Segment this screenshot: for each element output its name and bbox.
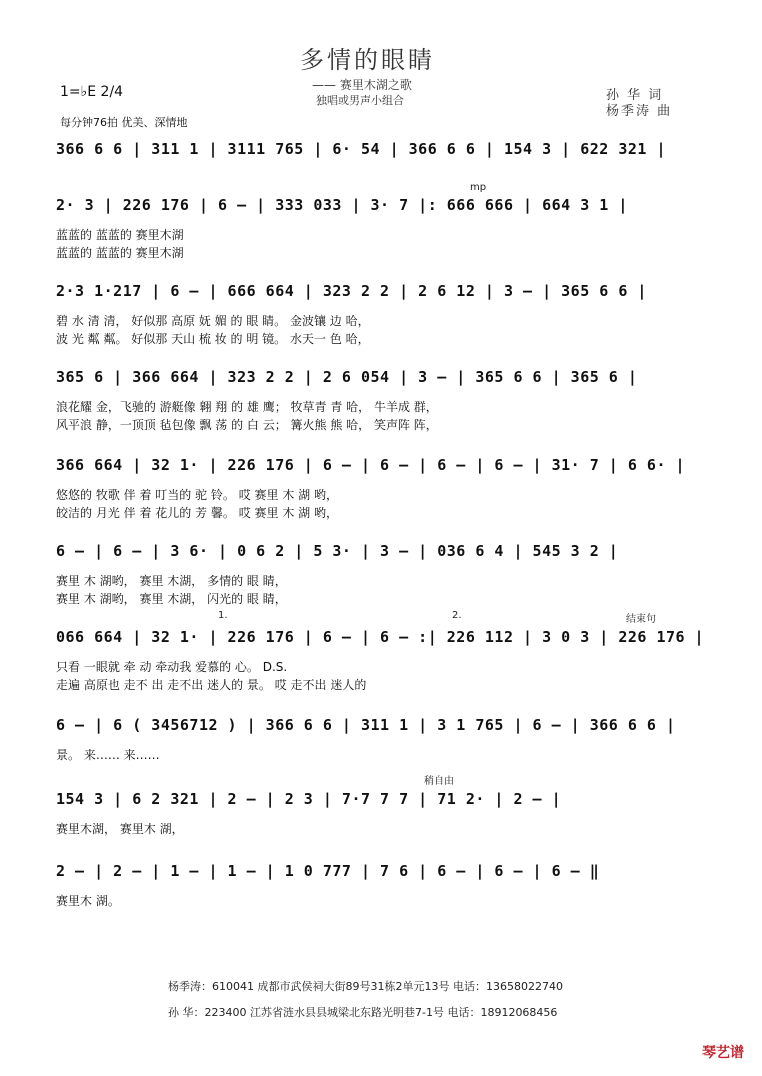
free-tempo-mark: 稍自由	[424, 776, 454, 787]
lyric-line: 赛里 木 湖哟， 赛里 木湖， 闪光的 眼 睛，	[56, 592, 287, 606]
volta-1: 1.	[218, 610, 228, 621]
lyric-line: 悠悠的 牧歌 伴 着 叮当的 驼 铃。 哎 赛里 木 湖 哟，	[56, 488, 338, 502]
lyric-line: 皎洁的 月光 伴 着 花儿的 芳 馨。 哎 赛里 木 湖 哟，	[56, 506, 338, 520]
volta-2: 2.	[452, 610, 462, 621]
notation-row: 366 6 6 | 311 1 | 3111 765 | 6· 54 | 366 6 6 | 154 3 | 622 321 |	[56, 140, 666, 158]
lyric-line: 碧 水 清 清， 好似那 高原 妩 媚 的 眼 睛。 金波镶 边 哈，	[56, 314, 370, 328]
notation-row: 6 – | 6 – | 3 6· | 0 6 2 | 5 3· | 3 – | 036 6 4 | 545 3 2 |	[56, 542, 619, 560]
composer: 杨季涛 曲	[606, 104, 673, 119]
lyric-line: 景。 来…… 来……	[56, 748, 160, 762]
notation-row: 066 664 | 32 1· | 226 176 | 6 – | 6 – :| 226 112 | 3 0 3 | 226 176 |	[56, 628, 705, 646]
song-title: 多情的眼睛	[300, 46, 435, 74]
notation-row: 2· 3 | 226 176 | 6 – | 333 033 | 3· 7 |: 666 666 | 664 3 1 |	[56, 196, 628, 214]
lyric-line: 蓝蓝的 蓝蓝的 赛里木湖	[56, 246, 184, 260]
lyricist: 孙 华 词	[606, 88, 664, 103]
lyric-line: 风平浪 静，一顶顶 毡包像 飘 荡 的 白 云； 篝火熊 熊 哈， 笑声阵 阵，	[56, 418, 438, 432]
key-signature: 1=♭E 2/4	[60, 84, 124, 100]
lyric-line: 蓝蓝的 蓝蓝的 赛里木湖	[56, 228, 184, 242]
notation-row: 2·3 1·217 | 6 – | 666 664 | 323 2 2 | 2 6 12 | 3 – | 365 6 6 |	[56, 282, 647, 300]
lyric-line: 只看 一眼就 牵 动 牵动我 爱慕的 心。 D.S.	[56, 660, 288, 674]
lyric-line: 浪花耀 金，飞驰的 游艇像 翱 翔 的 雄 鹰； 牧草青 青 哈， 牛羊成 群，	[56, 400, 438, 414]
footer-contact-2: 孙 华：223400 江苏省涟水县县城梁北东路光明巷7-1号 电话：18912068456	[168, 1006, 558, 1019]
site-logo: 琴艺谱	[702, 1045, 744, 1061]
lyric-line: 走遍 高原也 走不 出 走不出 迷人的 景。 哎 走不出 迷人的	[56, 678, 367, 692]
lyric-line: 波 光 粼 粼。 好似那 天山 梳 妆 的 明 镜。 水天一 色 哈，	[56, 332, 370, 346]
performance-note: 独唱或男声小组合	[316, 94, 404, 107]
footer-contact-1: 杨季涛：610041 成都市武侯祠大街89号31栋2单元13号 电话：13658022740	[168, 980, 563, 993]
notation-row: 6 – | 6 ( 3456712 ) | 366 6 6 | 311 1 | 3 1 765 | 6 – | 366 6 6 |	[56, 716, 676, 734]
lyric-line: 赛里 木 湖哟， 赛里 木湖， 多情的 眼 睛，	[56, 574, 287, 588]
notation-row: 2 – | 2 – | 1 – | 1 – | 1 0 777 | 7 6 | 6 – | 6 – | 6 – ‖	[56, 862, 600, 880]
dynamic-mark: mp	[470, 182, 487, 193]
lyric-line: 赛里木 湖。	[56, 894, 120, 908]
notation-row: 154 3 | 6 2 321 | 2 – | 2 3 | 7·7 7 7 | 71 2· | 2 – |	[56, 790, 562, 808]
tempo-marking: 每分钟76拍 优美、深情地	[60, 116, 188, 129]
lyric-line: 赛里木湖， 赛里木 湖，	[56, 822, 184, 836]
notation-row: 365 6 | 366 664 | 323 2 2 | 2 6 054 | 3 – | 365 6 6 | 365 6 |	[56, 368, 638, 386]
song-subtitle: —— 赛里木湖之歌	[312, 78, 412, 92]
notation-row: 366 664 | 32 1· | 226 176 | 6 – | 6 – | 6 – | 6 – | 31· 7 | 6 6· |	[56, 456, 686, 474]
coda-label: 结束句	[626, 614, 656, 625]
